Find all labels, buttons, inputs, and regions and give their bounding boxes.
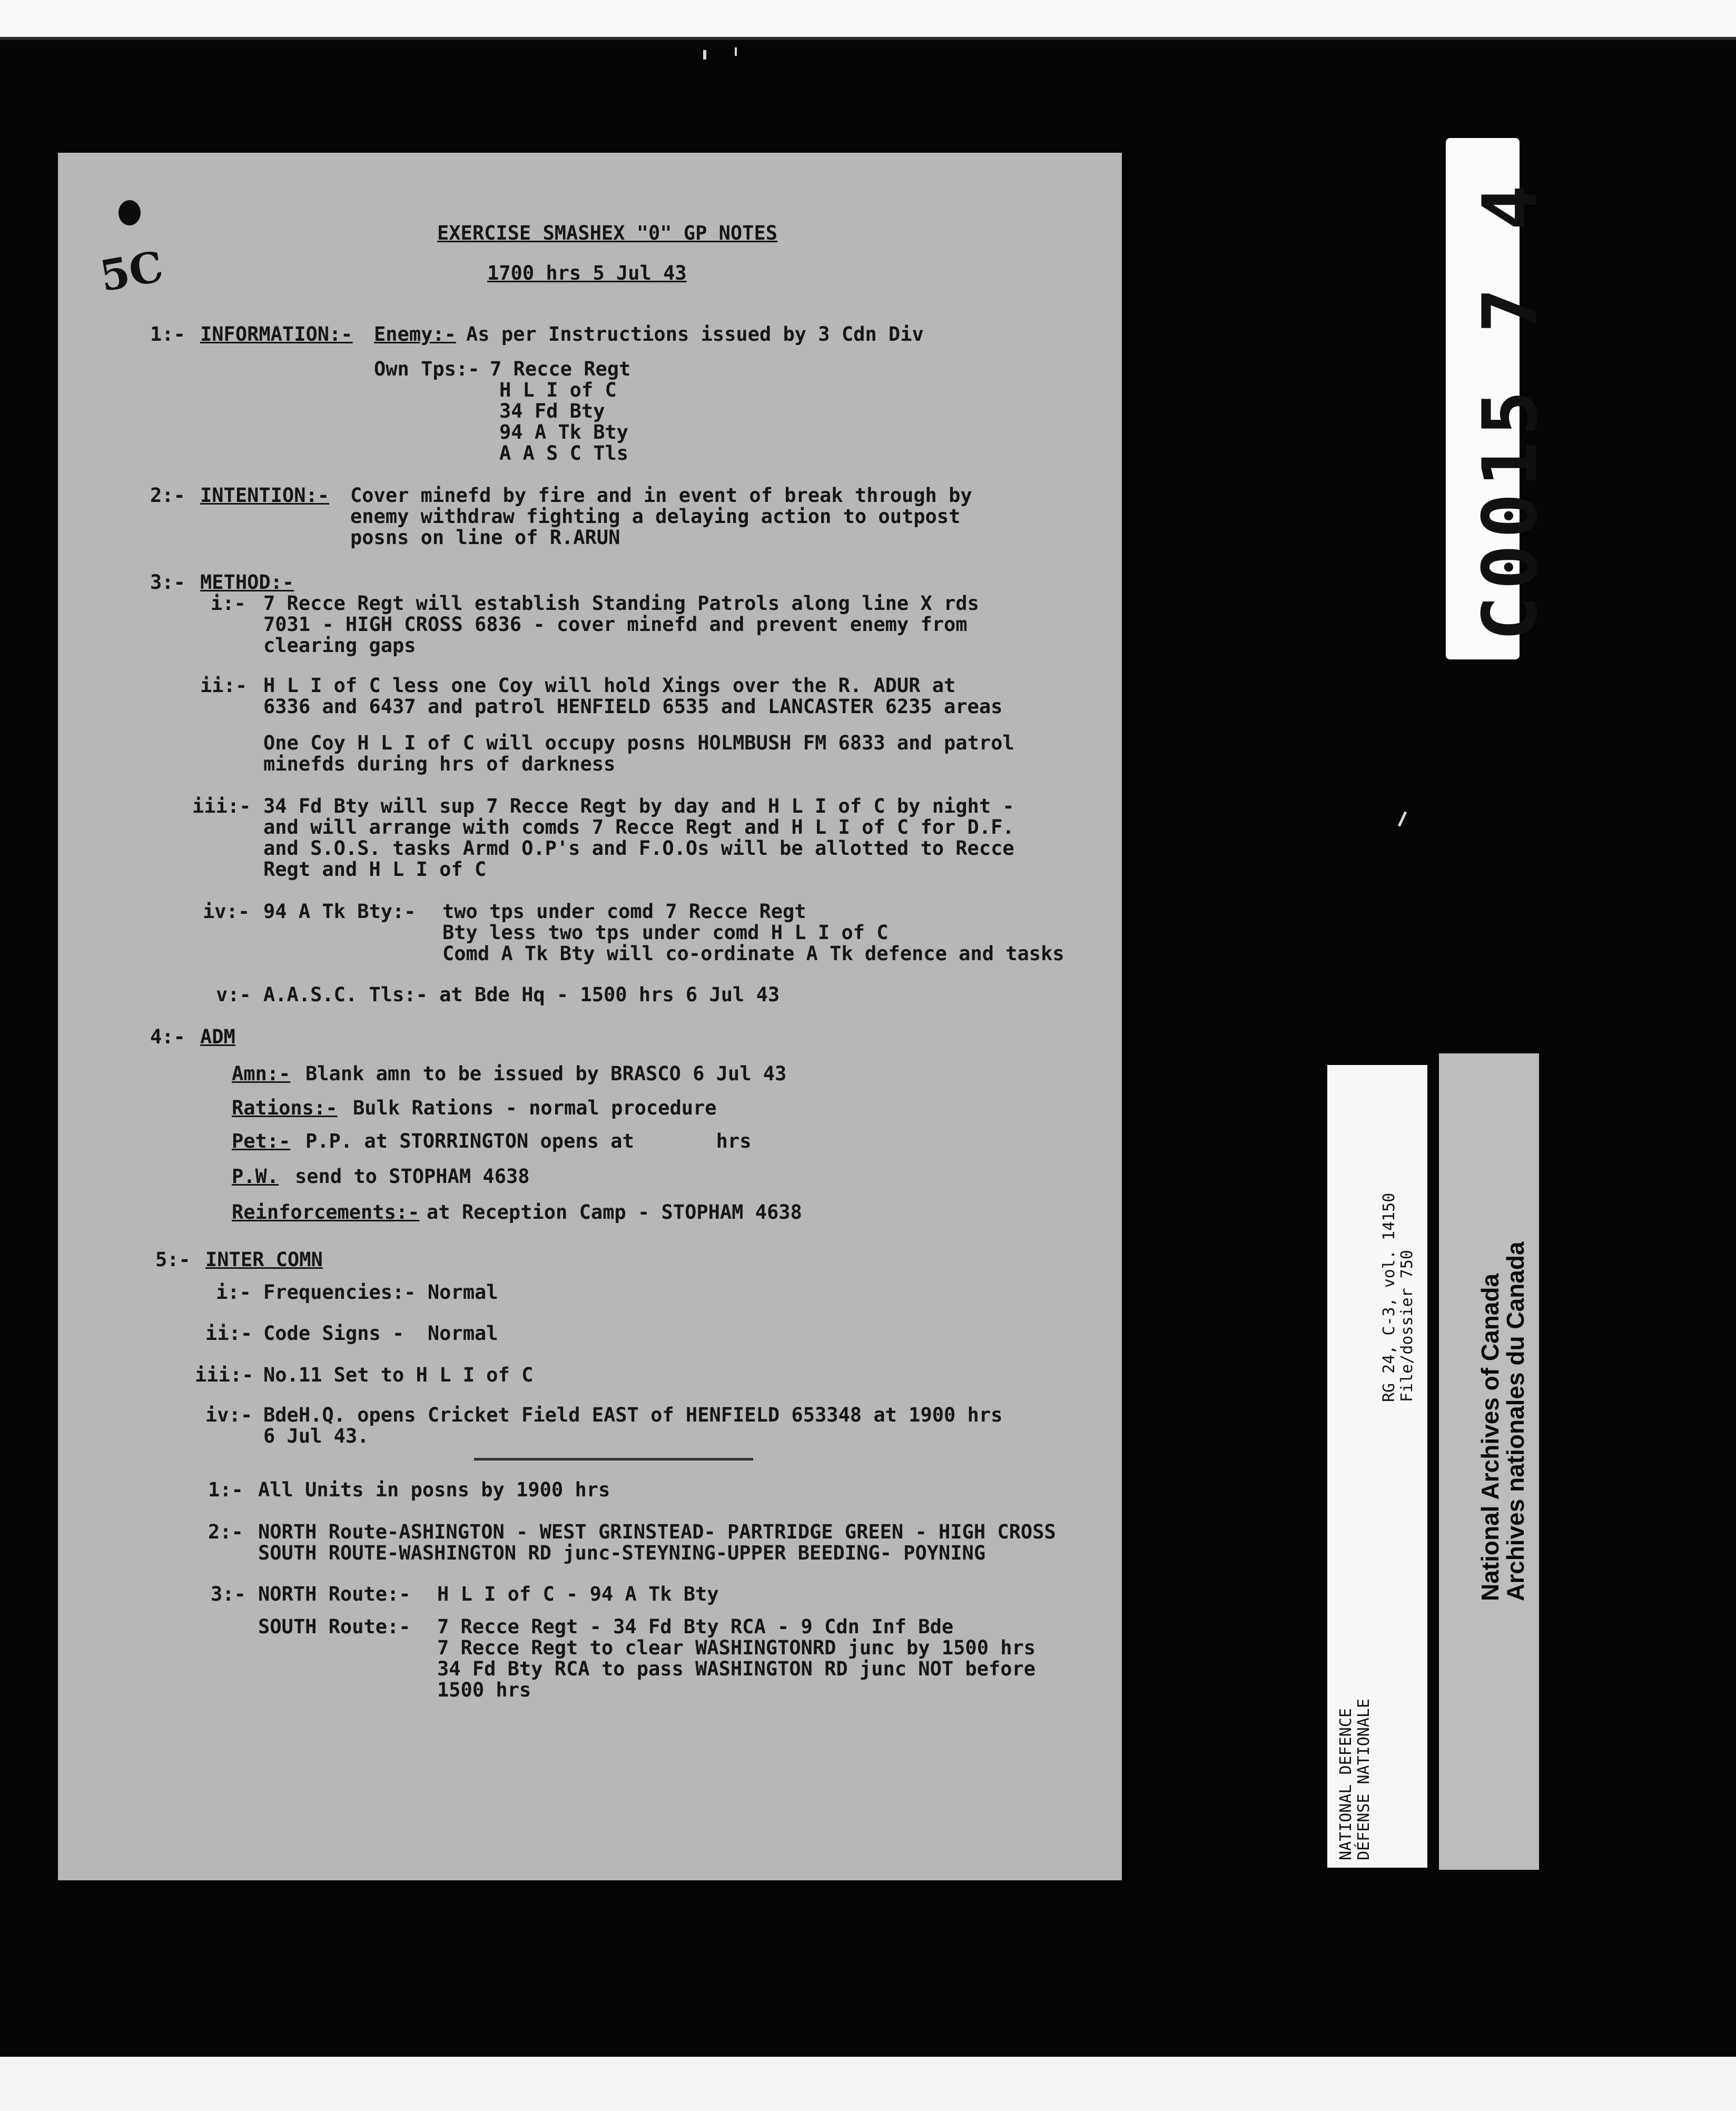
text-line: As per Instructions issued by 3 Cdn Div	[466, 323, 924, 346]
text-line: 1500 hrs	[437, 1679, 531, 1701]
text-line: 6 Jul 43.	[263, 1425, 369, 1447]
film-edge-bottom	[0, 2057, 1736, 2111]
text-line: 7 Recce Regt	[490, 358, 631, 380]
section-number: 3:-	[150, 571, 185, 594]
text-line: and S.O.S. tasks Armd O.P's and F.O.Os will be allotted to Recce	[263, 837, 1014, 860]
item-number: v:-	[216, 983, 251, 1006]
section-heading: ADM	[200, 1025, 235, 1048]
text-line: Regt and H L I of C	[263, 858, 487, 881]
archive-reference-strip	[1327, 1065, 1427, 1868]
text-line: SOUTH ROUTE-WASHINGTON RD junc-STEYNING-UPPER BEEDING- POYNING	[258, 1542, 986, 1564]
text-line: A.A.S.C. Tls:- at Bde Hq - 1500 hrs 6 Jul 43	[263, 983, 780, 1006]
reference-line-1: RG 24, C-3, vol. 14150	[1380, 1192, 1398, 1402]
section-heading: INTER COMN	[205, 1248, 323, 1271]
text-line: enemy withdraw fighting a delaying action to outpost	[350, 505, 961, 528]
text-line: H L I of C - 94 A Tk Bty	[437, 1583, 719, 1605]
subheading: Amn:-	[232, 1062, 291, 1085]
text-line: minefds during hrs of darkness	[263, 753, 616, 775]
reference-line-2: File/dossier 750	[1398, 1250, 1416, 1402]
film-edge-line	[0, 37, 1736, 40]
text-line: 6336 and 6437 and patrol HENFIELD 6535 and LANCASTER 6235 areas	[263, 695, 1003, 718]
item-number: iv:-	[203, 900, 250, 923]
film-edge-top	[0, 0, 1736, 37]
text-line: two tps under comd 7 Recce Regt	[442, 900, 806, 923]
department-line-2: DÉFENSE NATIONALE	[1355, 1698, 1373, 1860]
text-line: 34 Fd Bty will sup 7 Recce Regt by day and H L I of C by night -	[263, 795, 1014, 817]
text-line: NORTH Route-ASHINGTON - WEST GRINSTEAD- PARTRIDGE GREEN - HIGH CROSS	[258, 1521, 1056, 1543]
text-line: Comd A Tk Bty will co-ordinate A Tk defence and tasks	[442, 942, 1064, 965]
section-number: 2:-	[150, 484, 185, 507]
section-heading: INFORMATION:-	[200, 323, 353, 346]
institution-en: National Archives of Canada	[1476, 1273, 1504, 1601]
text-line: P.P. at STORRINGTON opens at hrs	[305, 1130, 752, 1152]
item-number: ii:-	[200, 674, 248, 697]
document-date: 1700 hrs 5 Jul 43	[487, 262, 687, 284]
text-line: 94 A Tk Bty:-	[263, 900, 416, 923]
text-line: 34 Fd Bty	[499, 400, 605, 422]
item-number: i:-	[211, 592, 246, 615]
speck	[735, 47, 737, 56]
item-number: ii:-	[205, 1322, 253, 1345]
text-line: clearing gaps	[263, 634, 416, 657]
frame-number-label	[1446, 138, 1554, 659]
text-line: BdeH.Q. opens Cricket Field EAST of HENFIELD 653348 at 1900 hrs	[263, 1404, 1003, 1426]
text-line: posns on line of R.ARUN	[350, 526, 620, 549]
institution-fr: Archives nationales du Canada	[1502, 1241, 1529, 1601]
text-line: 94 A Tk Bty	[499, 421, 629, 443]
text-line: at Reception Camp - STOPHAM 4638	[427, 1201, 802, 1224]
label: Own Tps:-	[374, 358, 480, 380]
text-line: 7 Recce Regt - 34 Fd Bty RCA - 9 Cdn Inf Bde	[437, 1615, 954, 1638]
subheading: Rations:-	[232, 1097, 338, 1119]
item-number: i:-	[216, 1281, 251, 1304]
text-line: 34 Fd Bty RCA to pass WASHINGTON RD junc NOT before	[437, 1658, 1036, 1680]
text-line: No.11 Set to H L I of C	[263, 1364, 534, 1386]
text-line: 7 Recce Regt to clear WASHINGTONRD junc by 1500 hrs	[437, 1636, 1036, 1659]
text-line: Frequencies:- Normal	[263, 1281, 498, 1304]
item-number: 3:-	[211, 1583, 246, 1605]
department-line-1: NATIONAL DEFENCE	[1337, 1708, 1355, 1860]
section-heading: METHOD:-	[200, 571, 294, 594]
text-line: 7 Recce Regt will establish Standing Patrols along line X rds	[263, 592, 979, 615]
text-line: H L I of C	[499, 379, 617, 401]
section-heading: INTENTION:-	[200, 484, 330, 507]
text-line: All Units in posns by 1900 hrs	[258, 1478, 610, 1501]
text-line: Blank amn to be issued by BRASCO 6 Jul 43	[305, 1062, 787, 1085]
text-line: H L I of C less one Coy will hold Xings over the R. ADUR at	[263, 674, 956, 697]
text-line: One Coy H L I of C will occupy posns HOLMBUSH FM 6833 and patrol	[263, 732, 1014, 754]
item-number: 1:-	[208, 1478, 243, 1501]
section-number: 5:-	[155, 1248, 191, 1271]
handwritten-mark: 5C	[96, 241, 167, 301]
subheading: Enemy:-	[374, 323, 456, 346]
label: SOUTH Route:-	[258, 1615, 411, 1638]
label: NORTH Route:-	[258, 1583, 411, 1605]
subheading: Pet:-	[232, 1130, 291, 1152]
text-line: and will arrange with comds 7 Recce Regt and H L I of C for D.F.	[263, 816, 1014, 839]
text-line: Bulk Rations - normal procedure	[353, 1097, 717, 1119]
frame-number: C0015 7 4	[1467, 179, 1554, 641]
text-line: A A S C Tls	[499, 442, 629, 465]
text-line: send to STOPHAM 4638	[295, 1165, 530, 1188]
item-number: iii:-	[195, 1364, 254, 1386]
subheading: Reinforcements:-	[232, 1201, 420, 1224]
document-footer-notes	[58, 153, 1122, 1880]
speck	[703, 50, 706, 60]
item-number: iii:-	[192, 795, 251, 817]
document-page	[58, 153, 1122, 1880]
archives-label-strip	[1439, 1053, 1539, 1870]
section-number: 4:-	[150, 1025, 185, 1048]
speck	[1398, 811, 1407, 826]
text-line: Bty less two tps under comd H L I of C	[442, 921, 889, 944]
text-line: Code Signs - Normal	[263, 1322, 498, 1345]
item-number: iv:-	[205, 1404, 253, 1426]
text-line: Cover minefd by fire and in event of break through by	[350, 484, 972, 507]
item-number: 2:-	[208, 1521, 243, 1543]
section-number: 1:-	[150, 323, 185, 346]
text-line: 7031 - HIGH CROSS 6836 - cover minefd and prevent enemy from	[263, 613, 968, 636]
subheading: P.W.	[232, 1165, 279, 1188]
document-title: EXERCISE SMASHEX "0" GP NOTES	[437, 222, 778, 244]
